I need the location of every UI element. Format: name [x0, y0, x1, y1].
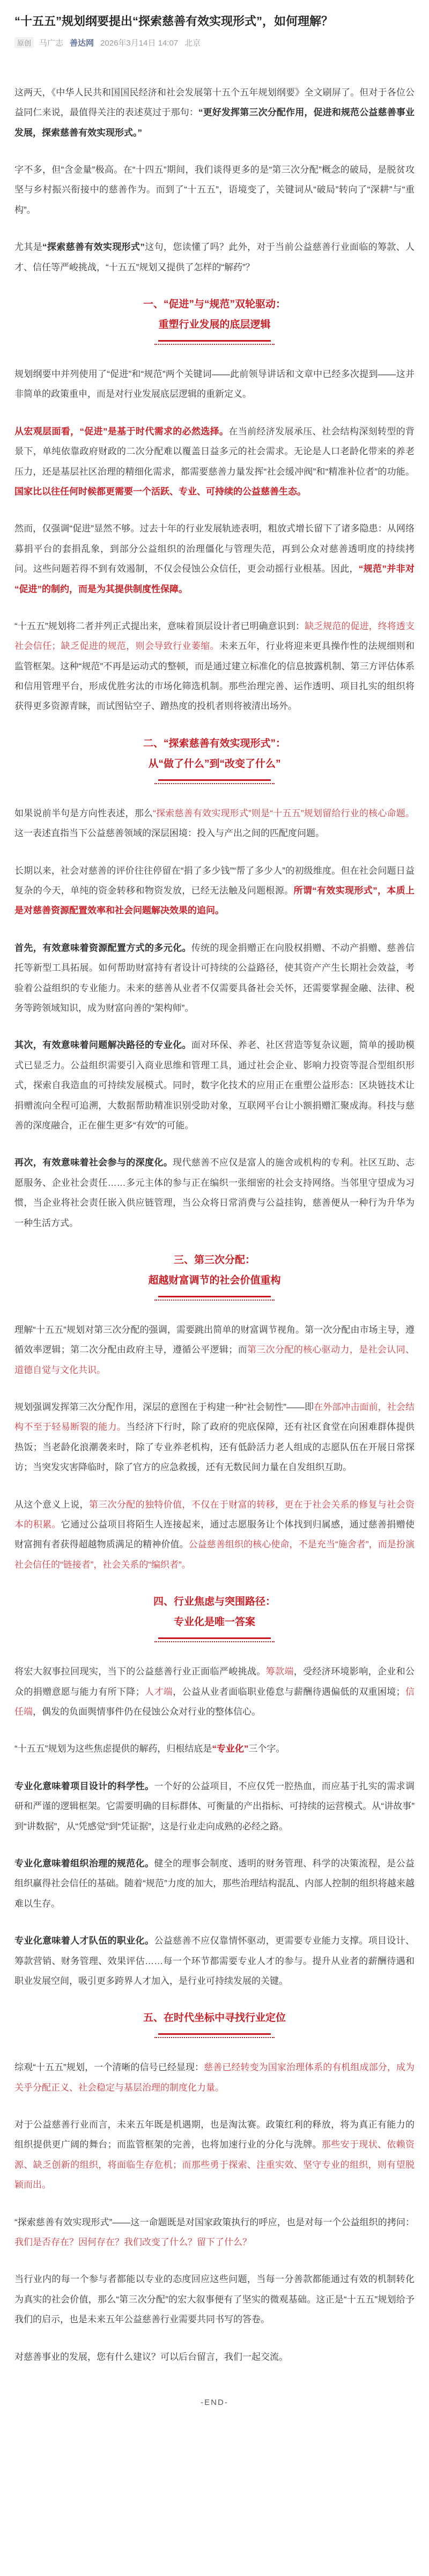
text-run: 传统的现金捐赠正在向股权捐赠、不动产捐赠、慈善信托等新型工具拓展。如何帮助财富持有者设计可持续的公益路径，使其资产产生长期社会效益，考验着公益组织的专业能力。未来的慈善从业者不仅需要具备社会关怀，还需要掌握金融、法律、税务等跨领域知识，成为财富向善的“架构师”。 — [14, 942, 415, 1013]
text-run: 将宏大叙事拉回现实，当下的公益慈善行业正面临严峻挑战。 — [14, 1666, 266, 1677]
paragraph — [14, 422, 415, 502]
paragraph — [14, 1397, 415, 1478]
section-heading-text: 三、第三次分配： 超越财富调节的社会价值重构 — [148, 1254, 281, 1286]
text-run: “探索慈善有效实现形式”则是“十五五”规划留给行业的核心命题。 — [153, 808, 415, 818]
text-run: 专业化意味着人才队伍的职业化。 — [14, 1936, 154, 1946]
heading-underline-solid — [158, 2033, 271, 2035]
text-run: 规划强调发挥第三次分配作用，深层的意图在于构建一种“社会韧性”——即 — [14, 1402, 314, 1413]
text-run: 规划纲要中并列使用了“促进”和“规范”两个关键词——此前领导讲话和文章中已经多次提到——这并非简单的政策重申，而是对行业发展底层逻辑的重新定义。 — [14, 369, 415, 400]
text-run: 这一表述直指当下公益慈善领域的深层困境：投入与产出之间的匹配度问题。 — [14, 828, 324, 839]
publish-datetime: 2026年3月14日 14:07 — [100, 38, 179, 48]
text-run: 三个字。 — [248, 1744, 285, 1754]
section-heading — [14, 294, 415, 345]
section-heading — [14, 734, 415, 784]
text-run: ，受经济环境影响，企业和公众的捐赠意愿与能力有所下降； — [14, 1666, 415, 1697]
text-run: 专业化意味着项目设计的科学性。 — [14, 1781, 154, 1791]
paragraph — [14, 2269, 415, 2329]
text-run: 其次，有效意味着问题解决路径的专业化。 — [14, 1040, 191, 1051]
text-run: 一个好的公益项目，不应仅凭一腔热血，而应基于扎实的需求调研和严谨的逻辑框架。它需要明确的目标群体、可衡量的产出指标、可持续的运营模式。从“讲故事”到“讲数据”，从“凭感觉”到“凭证据”，这是行业走向成熟的必经之路。 — [14, 1781, 415, 1832]
heading-underline-dotted — [154, 1641, 275, 1642]
text-run: 这两天，《中华人民共和国国民经济和社会发展第十五个五年规划纲要》全文刷屏了。但对于各位公益同仁来说，最值得关注的表述莫过于那句： — [14, 87, 415, 118]
text-run: 在外部冲击面前，社会结构不至于轻易断裂的能力。 — [14, 1402, 415, 1433]
text-run: “探索慈善有效实现形式” — [42, 242, 145, 253]
paragraph — [14, 2115, 415, 2195]
paragraph — [14, 2057, 415, 2098]
paragraph — [14, 364, 415, 404]
heading-underline-solid — [158, 1637, 271, 1639]
text-run: 缺乏规范的促进，终将透支社会信任；缺乏促进的规范，则会导致行业萎缩。 — [14, 621, 415, 652]
paragraph — [14, 1035, 415, 1135]
text-run: “更好发挥第三次分配作用，促进和规范公益慈善事业发展，探索慈善有效实现形式。” — [14, 107, 415, 138]
text-run: 公益慈善不应仅靠情怀驱动，更需要专业能力支撑。项目设计、筹款营销、财务管理、效果评估……每一个环节都需要专业人才的参与。提升从业者的薪酬待遇和职业发展空间，吸引更多跨界人才加入，是行业可持续发展的关键。 — [14, 1936, 415, 1986]
text-run: 所谓“有效实现形式”，本质上是对慈善资源配置效率和社会问题解决效果的追问。 — [14, 885, 415, 916]
heading-underline-solid — [158, 779, 271, 781]
paragraph — [14, 1495, 415, 1575]
text-run: 在当前经济发展承压、社会结构深刻转型的背景下，单纯依靠政府财政的二次分配难以覆盖日益多元的社会需求。无论是人口老龄化带来的养老压力，还是基层社区治理的精细化需求，都需要慈善力量发挥“社会缓冲阀”和“精准补位者”的功能。 — [14, 426, 415, 477]
paragraph — [14, 519, 415, 599]
paragraph — [14, 1776, 415, 1836]
section-heading-text: 五、在时代坐标中寻找行业定位 — [143, 2012, 286, 2024]
article-title: “十五五”规划纲要提出“探索慈善有效实现形式”，如何理解？ — [14, 14, 334, 28]
text-run: 对慈善事业的发展，您有什么建议？可以后台留言，我们一起交流。 — [14, 2351, 288, 2362]
text-run: “规范”并非对“促进”的制约，而是为其提供制度性保障。 — [14, 564, 415, 594]
text-run: 那些安于现状、依赖资源、缺乏创新的组织，将面临生存危机；而那些勇于探索、注重实效、坚守专业的组织，则有望脱颖而出。 — [14, 2139, 415, 2190]
heading-underline-solid — [158, 340, 271, 342]
paragraph — [14, 2212, 415, 2253]
article-meta — [14, 37, 415, 48]
text-run: 国家比以往任何时候都更需要一个活跃、专业、可持续的公益慈善生态。 — [14, 486, 306, 497]
text-run: “专业化” — [212, 1744, 249, 1754]
paragraph — [14, 83, 415, 143]
text-run: 当经济下行时，除了政府的兜底保障，还有社区食堂在向困难群体提供热饭；当老龄化浪潮袭来时，除了专业养老机构，还有低龄活力老人组成的志愿队伍在开展日常探访；当突发灾害降临时，除了官方的应急救援，还有无数民间力量在自发组织互助。 — [14, 1422, 415, 1473]
text-run: 信任端 — [14, 1686, 415, 1717]
text-run: 人才端 — [144, 1686, 173, 1697]
paragraph — [14, 861, 415, 921]
text-run: 当行业内的每一个参与者都能以专业的态度回应这些问题，当每一分善款都能通过有效的机制转化为真实的社会价值，那么“第三次分配”的宏大叙事便有了坚实的微观基础。这正是“十五五”规划给予我们的启示，也是未来五年公益慈善行业需要共同书写的答卷。 — [14, 2274, 415, 2325]
heading-underline-dotted — [154, 2037, 275, 2038]
paragraph — [14, 803, 415, 844]
publish-location: 北京 — [184, 38, 201, 48]
text-run: 我们是否存在？因何存在？我们改变了什么？留下了什么？ — [14, 2237, 252, 2248]
text-run: ，偶发的负面舆情事件仍在侵蚀公众对行业的整体信心。 — [33, 1706, 261, 1717]
text-run: 面对环保、养老、社区营造等复杂议题，简单的援助模式已显乏力。公益组织需要引入商业思维和管理工具，通过社会企业、影响力投资等混合型组织形式，探索自我造血的可持续发展模式。同时，数字化技术的应用正在重塑公益形态：区块链技术让捐赠流向全程可追溯，大数据帮助精准识别受助对象，互联网平台让小额捐赠汇聚成海。科技与慈善的深度融合，正在催生更多“有效”的可能。 — [14, 1040, 415, 1131]
text-run: 尤其是 — [14, 242, 43, 253]
text-run: 未来五年，行业将迎来更具操作性的法规细则和监管框架。这种“规范”不再是运动式的整顿，而是通过建立标准化的信息披露机制、第三方评估体系和信用管理平台，形成优胜劣汰的市场化筛选机制。那些治理完善、运作透明、项目扎实的组织将获得更多资源青睐，而试图钻空子、蹭热度的投机者则将被清出场外。 — [14, 641, 415, 712]
section-heading — [14, 2008, 415, 2038]
text-run: 专业化意味着组织治理的规范化。 — [14, 1858, 154, 1869]
text-run: ，公益从业者面临职业倦怠与薪酬待遇偏低的双重困境； — [173, 1686, 405, 1697]
paragraph — [14, 1153, 415, 1233]
text-run: “探索慈善有效实现形式”——这一命题既是对国家政策执行的呼应，也是对每一个公益组织的拷问： — [14, 2217, 415, 2227]
paragraph — [14, 160, 415, 220]
text-run: 这句，您读懂了吗？此外，对于当前公益慈善行业面临的筹款、人才、信任等严峻挑战，“十五五”规划又提供了怎样的“解药”？ — [14, 242, 415, 272]
original-badge: 原创 — [14, 37, 34, 48]
heading-underline-dotted — [154, 1300, 275, 1301]
paragraph — [14, 2347, 415, 2367]
text-run: 第三次分配的独特价值，不仅在于财富的转移，更在于社会关系的修复与社会资本的积累。 — [14, 1499, 415, 1530]
section-heading-text: 一、“促进”与“规范”双轮驱动： 重塑行业发展的底层逻辑 — [143, 299, 286, 331]
article-body — [14, 83, 415, 2407]
text-run: 字不多，但“含金量”极高。在“十四五”期间，我们谈得更多的是“第三次分配”概念的破局，是脱贫攻坚与乡村振兴衔接中的慈善作为。而到了“十五五”，语境变了，关键词从“破局”转向了“深耕”与“重构”。 — [14, 165, 415, 215]
text-run: 再次，有效意味着社会参与的深度化。 — [14, 1157, 173, 1168]
paragraph — [14, 1320, 415, 1380]
text-run: 长期以来，社会对慈善的评价往往停留在“捐了多少钱”“帮了多少人”的初级维度。但在社会问题日益复杂的今天，单纯的资金转移和物资发放，已经无法触及问题根源。 — [14, 865, 415, 896]
account-link[interactable]: 善达网 — [70, 38, 94, 48]
text-run: 筹款端 — [265, 1666, 294, 1677]
heading-underline-dotted — [154, 783, 275, 784]
text-run: 然而，仅强调“促进”显然不够。过去十年的行业发展轨迹表明，粗放式增长留下了诸多隐患：从网络募捐平台的套捐乱象，到部分公益组织的治理僵化与管理失范，再到公众对慈善透明度的持续拷问。这些问题若得不到有效遏制，不仅会侵蚀公众信任，更会动摇行业根基。因此， — [14, 523, 415, 574]
text-run: “十五五”规划为这些焦虑提供的解药，归根结底是 — [14, 1744, 212, 1754]
heading-underline-solid — [158, 1296, 271, 1297]
section-heading-text: 二、“探索慈善有效实现形式”： 从“做了什么”到“改变了什么” — [143, 737, 286, 770]
paragraph — [14, 1931, 415, 1991]
section-heading — [14, 1250, 415, 1301]
author-name: 马广志 — [39, 38, 64, 48]
text-run: “十五五”规划将二者并列正式提出来，意味着顶层设计者已明确意识到： — [14, 621, 305, 631]
text-run: 综观“十五五”规划，一个清晰的信号已经显现： — [14, 2062, 204, 2073]
text-run: 首先，有效意味着资源配置方式的多元化。 — [14, 942, 191, 953]
paragraph — [14, 1739, 415, 1759]
text-run: 如果说前半句是方向性表述，那么 — [14, 808, 153, 818]
text-run: 从宏观层面看，“促进”是基于时代需求的必然选择。 — [14, 426, 229, 437]
text-run: 理解“十五五”规划对第三次分配的强调，需要跳出简单的财富调节视角。第一次分配由市场主导，遵循效率逻辑；第二次分配由政府主导，遵循公平逻辑；而 — [14, 1324, 415, 1355]
paragraph — [14, 1854, 415, 1914]
paragraph — [14, 237, 415, 277]
heading-underline-dotted — [154, 344, 275, 345]
text-run: 对于公益慈善行业而言，未来五年既是机遇期，也是淘汰赛。政策红利的释放，将为真正有能力的组织提供更广阔的舞台；而监管框架的完善，也将加速行业的分化与洗牌。 — [14, 2120, 415, 2150]
paragraph — [14, 1662, 415, 1722]
end-mark: -END- — [201, 2397, 228, 2407]
text-run: 公益慈善组织的核心使命，不是充当“施舍者”，而是扮演社会信任的“链接者”，社会关系的“编织者”。 — [14, 1539, 415, 1570]
text-run: 健全的理事会制度、透明的财务管理、科学的决策流程，是公益组织赢得社会信任的基础。随着“规范”力度的加大，那些治理结构混乱、内部人控制的组织将越来越难以生存。 — [14, 1858, 415, 1909]
section-heading-text: 四、行业焦虑与突围路径： 专业化是唯一答案 — [153, 1596, 276, 1628]
paragraph — [14, 616, 415, 717]
text-run: 它通过公益项目将陌生人连接起来，通过志愿服务让个体找到归属感，通过慈善捐赠使财富拥有者获得超越物质满足的精神价值。 — [14, 1519, 415, 1550]
text-run: 慈善已经转变为国家治理体系的有机组成部分，成为关乎分配正义、社会稳定与基层治理的制度化力量。 — [14, 2062, 415, 2093]
text-run: 从这个意义上说， — [14, 1499, 89, 1510]
text-run: 第三次分配的核心驱动力，是社会认同、道德自觉与文化共识。 — [14, 1345, 415, 1375]
text-run: 现代慈善不应仅是富人的施舍或机构的专利。社区互助、志愿服务、企业社会责任……多元主体的参与正在编织一张细密的社会支持网络。当邻里守望成为习惯，当企业将社会责任嵌入供应链管理，当公众将日常消费与公益挂钩，慈善便从一种行为升华为一种生活方式。 — [14, 1157, 415, 1228]
section-heading — [14, 1592, 415, 1642]
paragraph — [14, 938, 415, 1018]
